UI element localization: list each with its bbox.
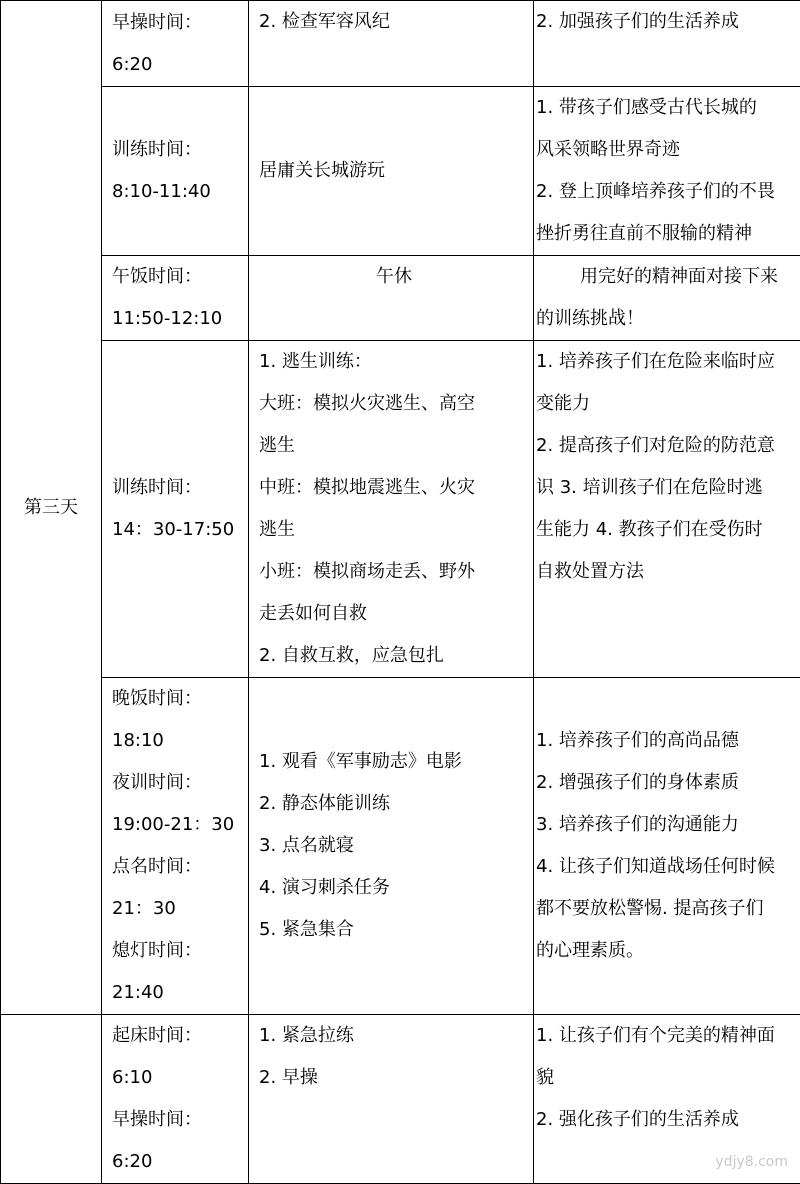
content-cell: 居庸关长城游玩 [249,87,534,256]
goal-cell: 1. 带孩子们感受古代长城的 风采领略世界奇迹 2. 登上顶峰培养孩子们的不畏 挫折勇往直前不服输的精神 [534,87,800,256]
content-cell: 午休 [249,256,534,341]
time-cell: 晚饭时间： 18:10 夜训时间： 19:00-21：30 点名时间： 21：30 熄灯时间： 21:40 [102,678,249,1015]
time-cell: 训练时间： 8:10-11:40 [102,87,249,256]
table-row [1,341,800,678]
goal-cell: 用完好的精神面对接下来 的训练挑战！ [534,256,800,341]
table-row [1,256,800,341]
goal-cell: 1. 让孩子们有个完美的精神面 貌 2. 强化孩子们的生活养成 [534,1015,800,1184]
content-cell: 2. 检查军容风纪 [249,1,534,87]
day-cell-empty [1,1015,102,1184]
time-cell: 训练时间： 14：30-17:50 [102,341,249,678]
table-row [1,1,800,87]
table-row [1,87,800,256]
content-cell: 1. 观看《军事励志》电影 2. 静态体能训练 3. 点名就寝 4. 演习刺杀任务 5. 紧急集合 [249,678,534,1015]
time-cell: 午饭时间： 11:50-12:10 [102,256,249,341]
day-label: 第三天 [1,1,102,1015]
table-row [1,678,800,1015]
time-cell: 早操时间： 6:20 [102,1,249,87]
watermark: ydjy8.com [715,1154,788,1170]
goal-cell: 2. 加强孩子们的生活养成 [534,1,800,87]
goal-cell: 1. 培养孩子们在危险来临时应 变能力 2. 提高孩子们对危险的防范意 识 3. 培训孩子们在危险时逃 生能力 4. 教孩子们在受伤时 自救处置方法 [534,341,800,678]
time-cell: 起床时间： 6:10 早操时间： 6:20 [102,1015,249,1184]
table-row [1,1015,800,1184]
content-cell: 1. 紧急拉练 2. 早操 [249,1015,534,1184]
goal-cell: 1. 培养孩子们的高尚品德 2. 增强孩子们的身体素质 3. 培养孩子们的沟通能力 4. 让孩子们知道战场任何时候 都不要放松警惕. 提高孩子们 的心理素质。 [534,678,800,1015]
content-cell: 1. 逃生训练： 大班：模拟火灾逃生、高空 逃生 中班：模拟地震逃生、火灾 逃生 小班：模拟商场走丢、野外 走丢如何自救 2. 自救互救，应急包扎 [249,341,534,678]
